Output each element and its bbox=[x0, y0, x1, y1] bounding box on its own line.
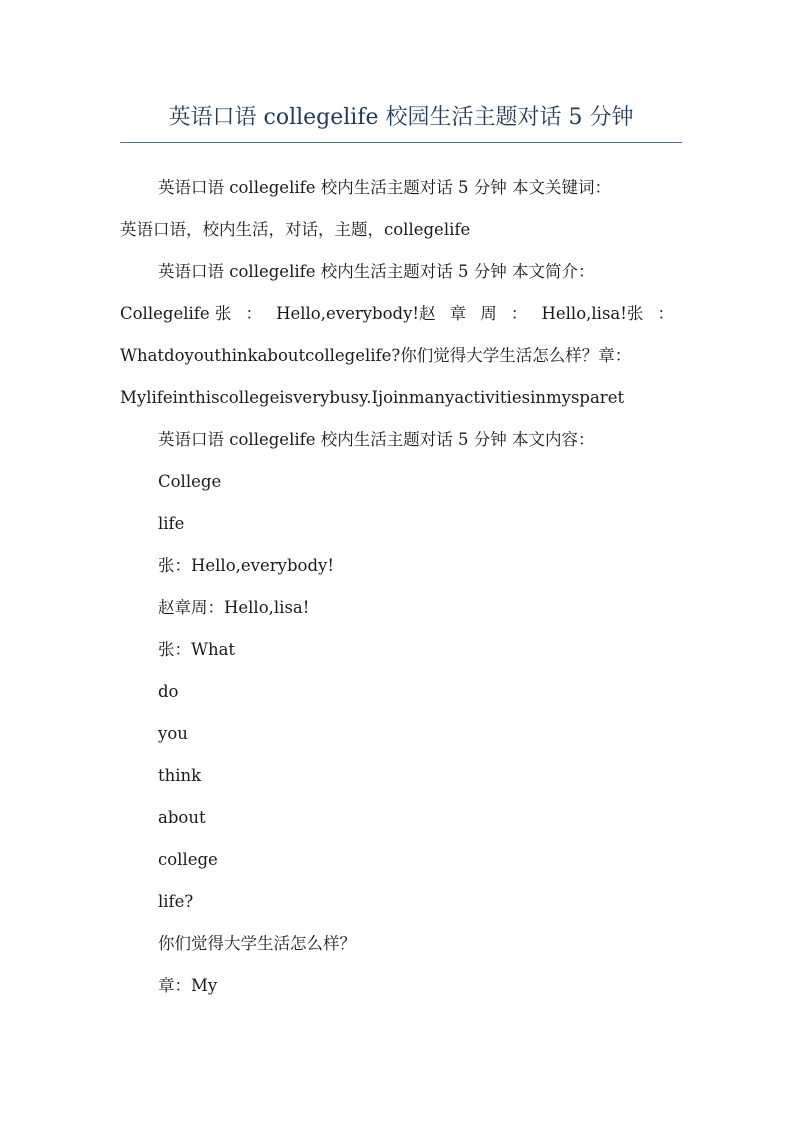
body-line: college bbox=[158, 850, 218, 869]
body-line: 张：What bbox=[158, 640, 236, 659]
intro-line-1: 英语口语 collegelife 校内生活主题对话 5 分钟 本文简介： bbox=[158, 262, 595, 281]
intro-fragment: Hello,lisa!张 bbox=[541, 304, 644, 323]
intro-line-4: Mylifeinthiscollegeisverybusy.Ijoinmanyactivitiesinmysparet bbox=[120, 388, 625, 407]
title-underline bbox=[120, 142, 682, 143]
intro-fragment: ： bbox=[510, 304, 528, 323]
body-line: 赵章周：Hello,lisa! bbox=[158, 598, 310, 617]
intro-fragment: ： bbox=[245, 304, 262, 323]
keywords-line-1: 英语口语 collegelife 校内生活主题对话 5 分钟 本文关键词： bbox=[158, 178, 611, 197]
intro-fragment: 章 bbox=[449, 304, 467, 323]
body-line: about bbox=[158, 808, 206, 827]
body-line: 章：My bbox=[158, 976, 218, 995]
body-line: College bbox=[158, 472, 222, 491]
keywords-line-2: 英语口语，校内生活，对话，主题，collegelife bbox=[120, 220, 471, 239]
content-heading: 英语口语 collegelife 校内生活主题对话 5 分钟 本文内容： bbox=[158, 430, 595, 449]
body-line: life? bbox=[158, 892, 194, 911]
intro-fragment: ： bbox=[657, 304, 674, 323]
body-line: you bbox=[158, 724, 188, 743]
body-line: 张：Hello,everybody! bbox=[158, 556, 334, 575]
body-line: do bbox=[158, 682, 179, 701]
intro-line-3: Whatdoyouthinkaboutcollegelife?你们觉得大学生活怎么样？章： bbox=[120, 346, 632, 365]
intro-fragment: Hello,everybody!赵 bbox=[276, 304, 436, 323]
intro-line-2 bbox=[120, 302, 674, 326]
body-line: 你们觉得大学生活怎么样？ bbox=[158, 934, 356, 953]
intro-fragment: 周 bbox=[480, 304, 497, 323]
intro-fragment: Collegelife 张 bbox=[120, 304, 232, 323]
body-line: think bbox=[158, 766, 202, 785]
body-line: life bbox=[158, 514, 185, 533]
document-title: 英语口语 collegelife 校园生活主题对话 5 分钟 bbox=[168, 105, 634, 130]
